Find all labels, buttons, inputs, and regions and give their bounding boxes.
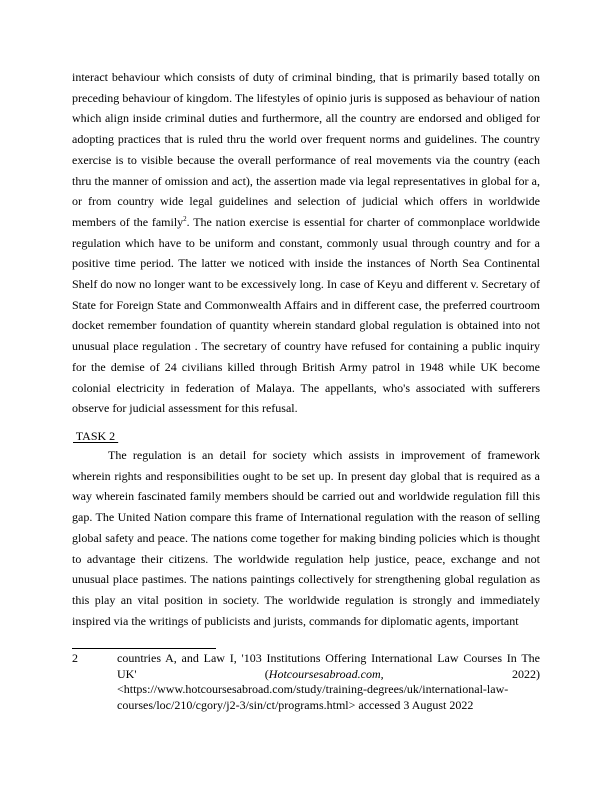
section-heading-task-2: TASK 2 xyxy=(73,429,119,443)
paragraph-1-text-a: interact behaviour which consists of duty of criminal binding, that is primarily based totally on preceding behaviour of kingdom. The lifestyles of opinio juris is supposed as behaviour of nation which align inside criminal duties and furthermore, all the country are endorsed and obliged for adopting practices that is ruled thru the world over frequent norms and guidelines. The country exercise is to visible because the overall performance of real movements via the country (each thru the manner of omission and act), the assertion made via legal representatives in global for a, or from country wide legal guidelines and selection of judicial which offers in worldwide members of the family xyxy=(72,70,540,229)
footnote-year: 2022) xyxy=(511,666,540,681)
body-paragraph-1 xyxy=(72,67,540,419)
body-paragraph-2: The regulation is an detail for society which assists in improvement of framework wherein rights and responsibilities ought to be set up. In present day global that is required as a way wherein fascinated family members should be carried out and worldwide regulation fill this gap. The United Nation compare this frame of International regulation with the reason of selling global safety and peace. The nations come together for making binding policies which is thought to advantage their citizens. The worldwide regulation help justice, peace, exchange and not unusual place pastimes. The nations paintings collectively for strengthening global regulation as this play an vital position in society. The worldwide regulation is strongly and immediately inspired via the writings of publicists and jurists, commands for diplomatic agents, important xyxy=(72,448,540,628)
footnote-paren: ( xyxy=(264,666,269,681)
footnote-url-line-2[interactable]: courses/loc/210/cgory/j2-3/sin/ct/programs.html> accessed 3 August 2022 xyxy=(117,697,474,712)
footnote-line-1: countries A, and Law I, '103 Institutions Offering International Law Courses In The xyxy=(117,651,540,665)
footnote-body xyxy=(117,651,540,713)
paragraph-1-text-b: . The nation exercise is essential for charter of commonplace worldwide regulation which have to be uniform and constant, commonly usual through country and for a positive time period. The latter we noticed with inside the instances of North Sea Continental Shelf do now no longer want to be excessively long. In case of Keyu and different v. Secretary of State for Foreign State and Commonwealth Affairs and in different case, the preferred courtroom docket remember foundation of quantity wherein standard global regulation is obtained into not unusual place regulation . The secretary of country have refused for containing a public inquiry for the demise of 24 civilians killed through British Army patrol in 1948 while UK become colonial electricity in federation of Malaya. The appellants, who's associated with sufferers observe for judicial assessment for this refusal. xyxy=(72,214,540,416)
footnote-reference[interactable]: 2 xyxy=(183,214,187,223)
footnote-url-line-1[interactable]: <https://www.hotcoursesabroad.com/study/training-degrees/uk/international-law- xyxy=(117,682,509,696)
footnote-separator xyxy=(72,648,216,649)
footnote-source xyxy=(265,667,384,683)
footnote-title-end: UK' xyxy=(117,666,137,681)
footnote-number: 2 xyxy=(72,651,78,665)
footnote-source-name: Hotcoursesabroad.com, xyxy=(268,666,384,681)
footnote-line-2 xyxy=(117,667,540,683)
